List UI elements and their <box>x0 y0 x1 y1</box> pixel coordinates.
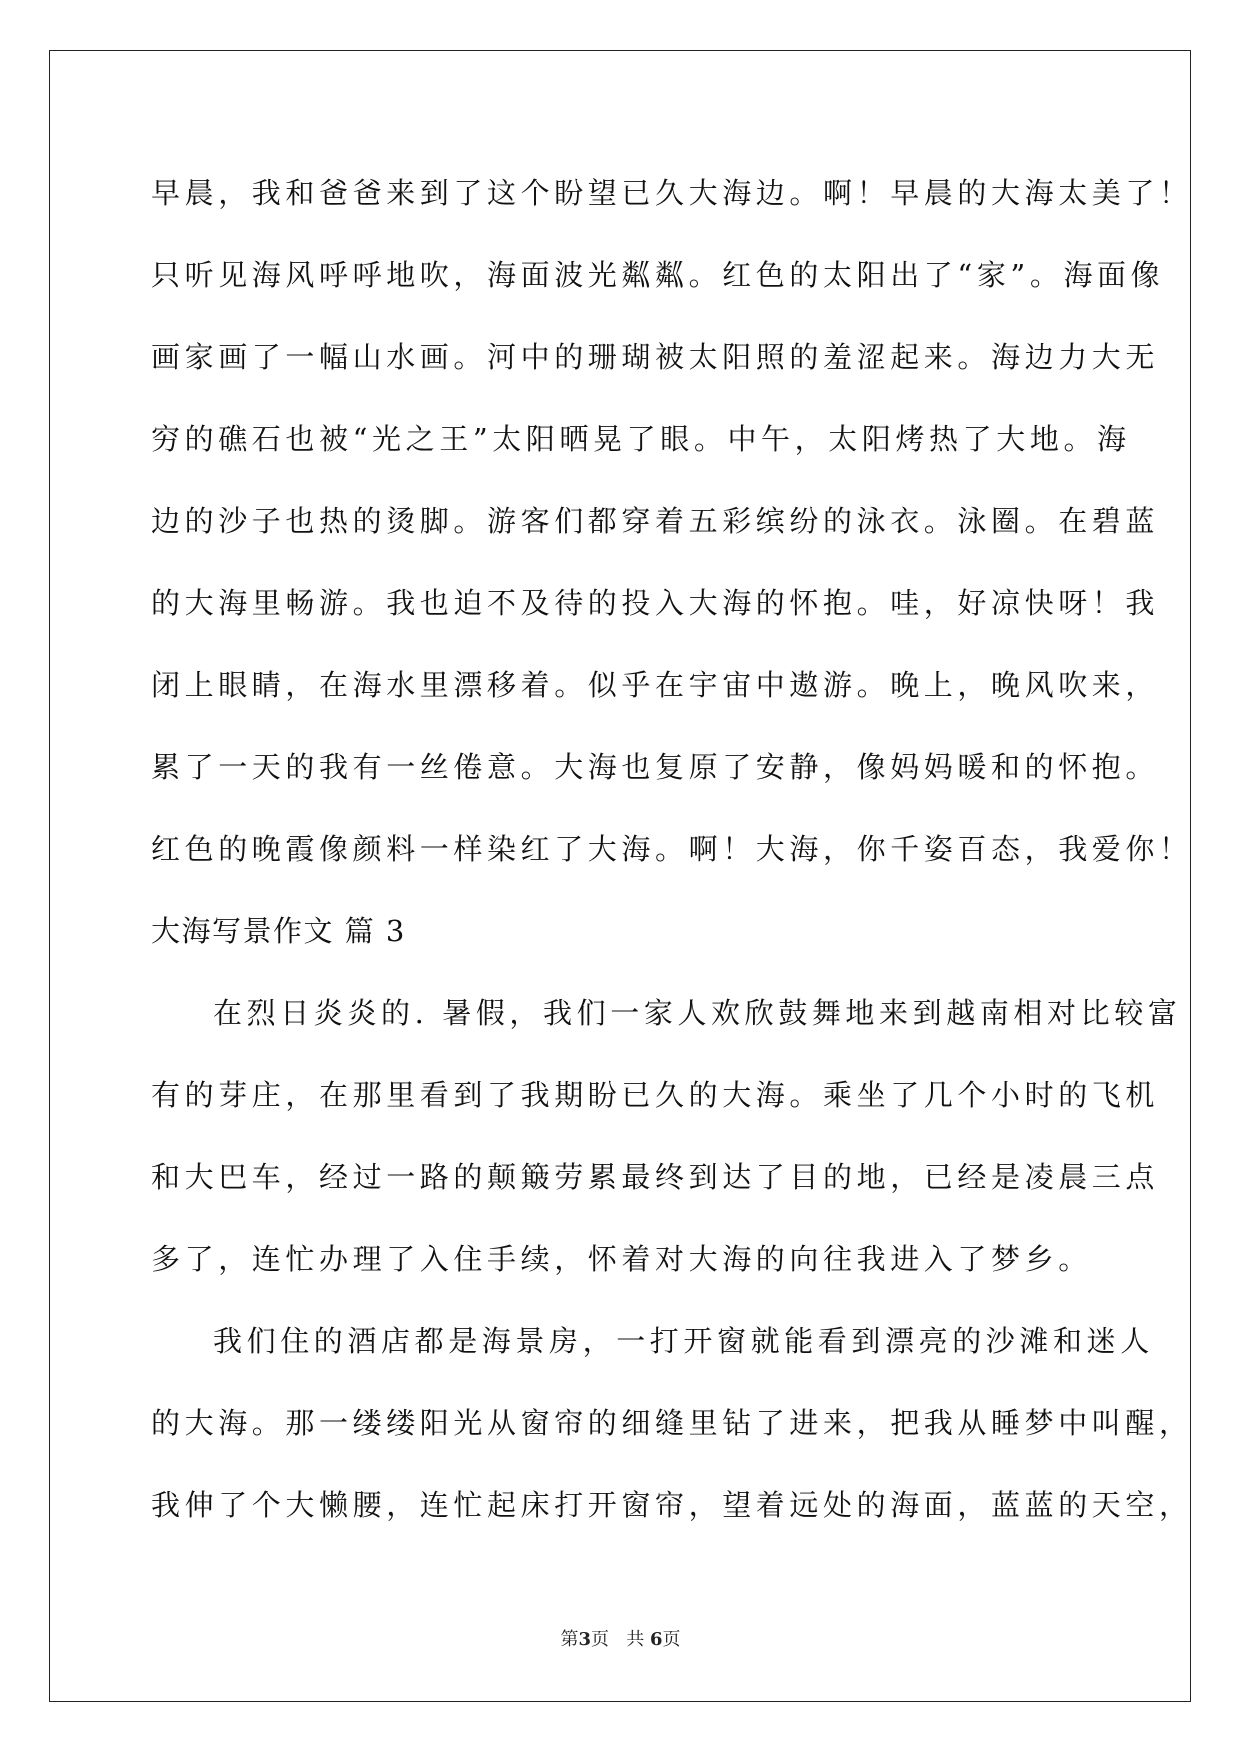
text-line: 和大巴车，经过一路的颠簸劳累最终到达了目的地，已经是凌晨三点 <box>151 1160 1160 1194</box>
footer-page-suffix: 页 <box>591 1629 610 1650</box>
page-footer <box>0 1628 1241 1652</box>
text-line: 的大海里畅游。我也迫不及待的投入大海的怀抱。哇，好凉快呀！我 <box>151 586 1160 620</box>
total-pages-number: 6 <box>649 1629 663 1650</box>
document-body <box>151 163 1193 1557</box>
section-heading: 大海写景作文 篇 3 <box>151 914 406 948</box>
text-line: 有的芽庄，在那里看到了我期盼已久的大海。乘坐了几个小时的飞机 <box>151 1078 1160 1112</box>
text-line: 只听见海风呼呼地吹，海面波光粼粼。红色的太阳出了“家”。海面像 <box>151 258 1165 292</box>
paragraph-first-line: 在烈日炎炎的. 暑假，我们一家人欢欣鼓舞地来到越南相对比较富 <box>213 996 1182 1030</box>
footer-total-suffix: 页 <box>662 1629 681 1650</box>
current-page-number: 3 <box>578 1629 592 1650</box>
text-line: 累了一天的我有一丝倦意。大海也复原了安静，像妈妈暖和的怀抱。 <box>151 750 1160 784</box>
text-line: 的大海。那一缕缕阳光从窗帘的细缝里钻了进来，把我从睡梦中叫醒， <box>151 1406 1193 1440</box>
text-line: 边的沙子也热的烫脚。游客们都穿着五彩缤纷的泳衣。泳圈。在碧蓝 <box>151 504 1160 538</box>
text-line: 红色的晚霞像颜料一样染红了大海。啊！大海，你千姿百态，我爱你！ <box>151 832 1193 866</box>
text-line: 画家画了一幅山水画。河中的珊瑚被太阳照的羞涩起来。海边力大无 <box>151 340 1160 374</box>
text-line: 早晨，我和爸爸来到了这个盼望已久大海边。啊！早晨的大海太美了！ <box>151 176 1193 210</box>
paragraph-first-line: 我们住的酒店都是海景房，一打开窗就能看到漂亮的沙滩和迷人 <box>213 1324 1154 1358</box>
footer-total-prefix: 共 <box>626 1629 645 1650</box>
text-line: 闭上眼睛，在海水里漂移着。似乎在宇宙中遨游。晚上，晚风吹来， <box>151 668 1160 702</box>
text-line: 多了，连忙办理了入住手续，怀着对大海的向往我进入了梦乡。 <box>151 1242 1092 1276</box>
text-line: 我伸了个大懒腰，连忙起床打开窗帘，望着远处的海面，蓝蓝的天空， <box>151 1488 1193 1522</box>
text-line: 穷的礁石也被“光之王”太阳晒晃了眼。中午，太阳烤热了大地。海 <box>151 422 1131 456</box>
footer-prefix: 第 <box>560 1629 579 1650</box>
